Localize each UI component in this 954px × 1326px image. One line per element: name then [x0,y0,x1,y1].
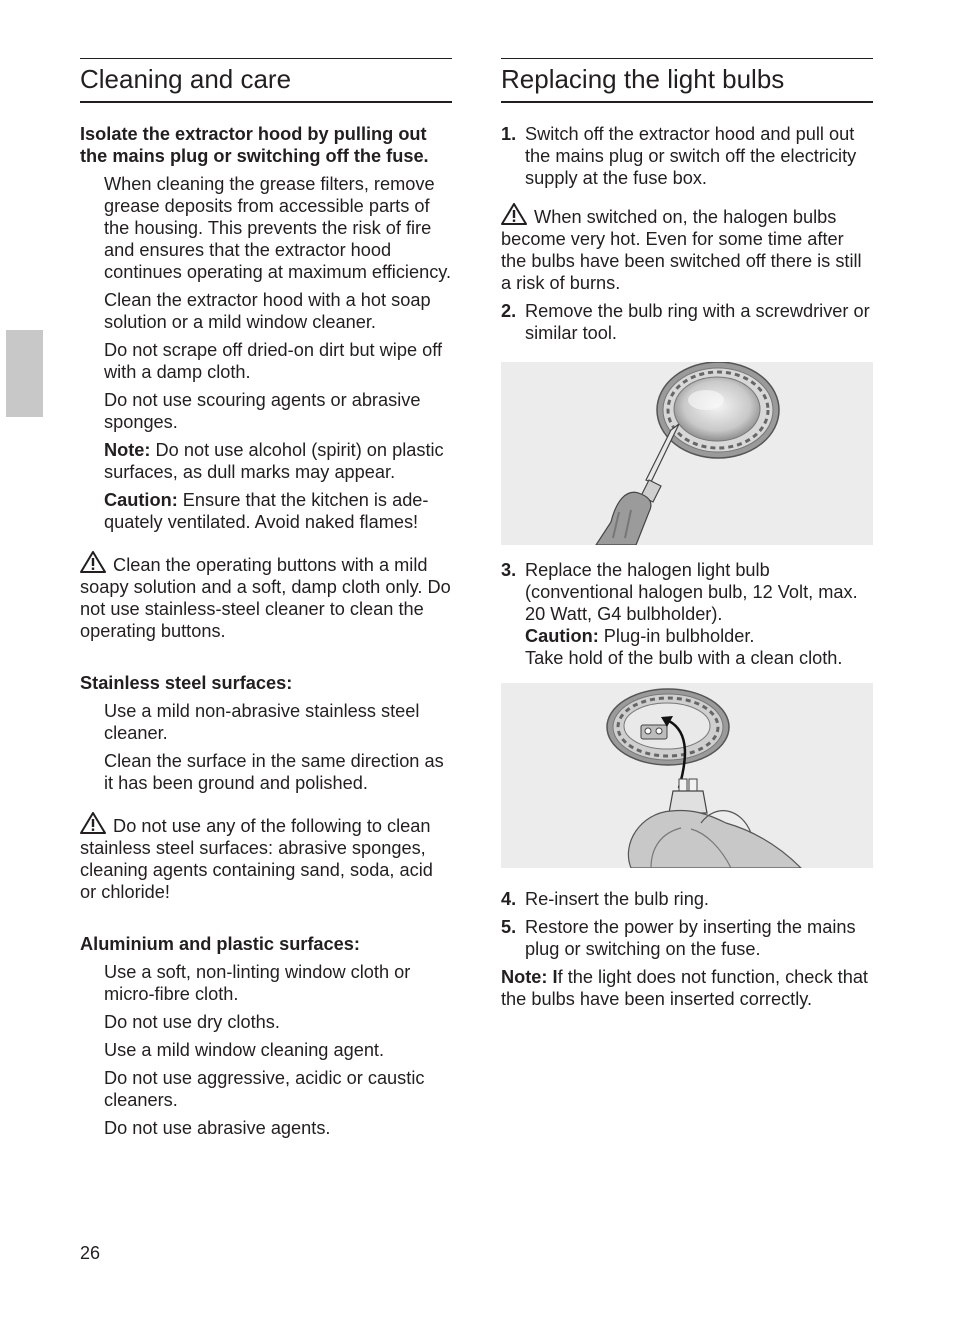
step-text: Re-insert the bulb ring. [525,889,709,909]
bulb-ring-removal-illustration [501,362,873,545]
caution-text: Plug-in bulbholder. [598,626,755,646]
warning-hot-bulbs [501,203,873,294]
list-item: Use a soft, non-linting window cloth or micro-fibre cloth. [104,962,411,1004]
replacing-bulbs-section [501,58,873,1010]
isolate-instruction: Isolate the extractor hood by pulling out the mains plug or switching off the fuse. [80,124,429,166]
warning-text: Do not use any of the following to clean stainless steel surfaces: abrasive sponges, cleaning agents containing sand, soda, acid or chloride! [80,816,433,902]
warning-triangle-icon [80,812,106,834]
bulb-replacement-illustration [501,683,873,868]
section-title: Replacing the light bulbs [501,58,873,103]
note-text: Do not use alcohol (spirit) on plastic surfaces, as dull marks may appear. [104,440,444,482]
warning-stainless [80,812,452,903]
cleaning-and-care-section [80,58,452,1139]
list-item: Use a mild non-abrasive stainless steel cleaner. [104,701,420,743]
list-item: Do not use abrasive agents. [104,1118,331,1138]
page-number: 26 [80,1243,101,1263]
note-label: Note: I [501,967,558,987]
warning-operating-buttons [80,551,452,642]
step-text: Take hold of the bulb with a clean cloth. [525,648,843,668]
screwdriver-bulb-ring-illustration [501,362,873,545]
note-text: f the light does not function, check that the bulbs have been inserted correctly. [501,967,868,1009]
section-title: Cleaning and care [80,58,452,103]
step-text: Remove the bulb ring with a screwdriver or similar tool. [525,301,870,343]
step-number: 5. [501,917,517,937]
list-item: Use a mild window cleaning agent. [104,1040,385,1060]
cleaning-list [80,173,452,533]
note-label: Note: [104,440,151,460]
list-item: Do not use dry cloths. [104,1012,280,1032]
step-3 [501,559,873,669]
list-item: Clean the extractor hood with a hot soap solution or a mild window cleaner. [104,290,431,332]
warning-triangle-icon [501,203,527,225]
step-number: 3. [501,560,517,580]
list-item: Do not use aggressive, acidic or caustic cleaners. [104,1068,425,1110]
note-bulbs [501,966,873,1010]
step-number: 4. [501,889,517,909]
list-item: When cleaning the grease filters, remove grease deposits from accessible parts of the housing. This prevents the risk of fire and ensures that the extractor hood continues operating at maximum efficiency. [104,174,452,282]
step-4 [501,888,873,910]
step-caution [525,625,873,647]
hand-bulb-illustration [501,683,873,868]
aluminium-heading: Aluminium and plastic surfaces: [80,934,360,954]
step-text: Restore the power by inserting the mains plug or switching on the fuse. [525,917,856,959]
list-item: Clean the surface in the same direction as it has been ground and polished. [104,751,444,793]
step-2 [501,300,873,344]
stainless-heading: Stainless steel surfaces: [80,673,293,693]
caution-label: Caution: [525,626,599,646]
stainless-list [80,700,452,794]
warning-triangle-icon [80,551,106,573]
section-tab-marker [6,330,43,417]
step-text: Replace the halogen light bulb (conventional halogen bulb, 12 Volt, max. 20 Watt, G4 bulbholder). [525,560,858,624]
warning-text: Clean the operating buttons with a mild soapy solution and a soft, damp cloth only. Do not use stainless-steel cleaner to clean the operating buttons. [80,555,451,641]
step-5 [501,916,873,960]
caution-item [104,489,452,533]
list-item: Do not use scouring agents or abrasive sponges. [104,390,421,432]
step-text: Switch off the extractor hood and pull out the mains plug or switch off the electricity supply at the fuse box. [525,124,857,188]
caution-label: Caution: [104,490,178,510]
step-1 [501,123,873,189]
step-number: 2. [501,301,517,321]
caution-text: Ensure that the kitchen is ade-quately ventilated. Avoid naked flames! [104,490,429,532]
note-item [104,439,452,483]
aluminium-list [80,961,452,1139]
step-number: 1. [501,124,517,144]
warning-text: When switched on, the halogen bulbs become very hot. Even for some time after the bulbs have been switched off there is still a risk of burns. [501,207,862,293]
list-item: Do not scrape off dried-on dirt but wipe off with a damp cloth. [104,340,443,382]
